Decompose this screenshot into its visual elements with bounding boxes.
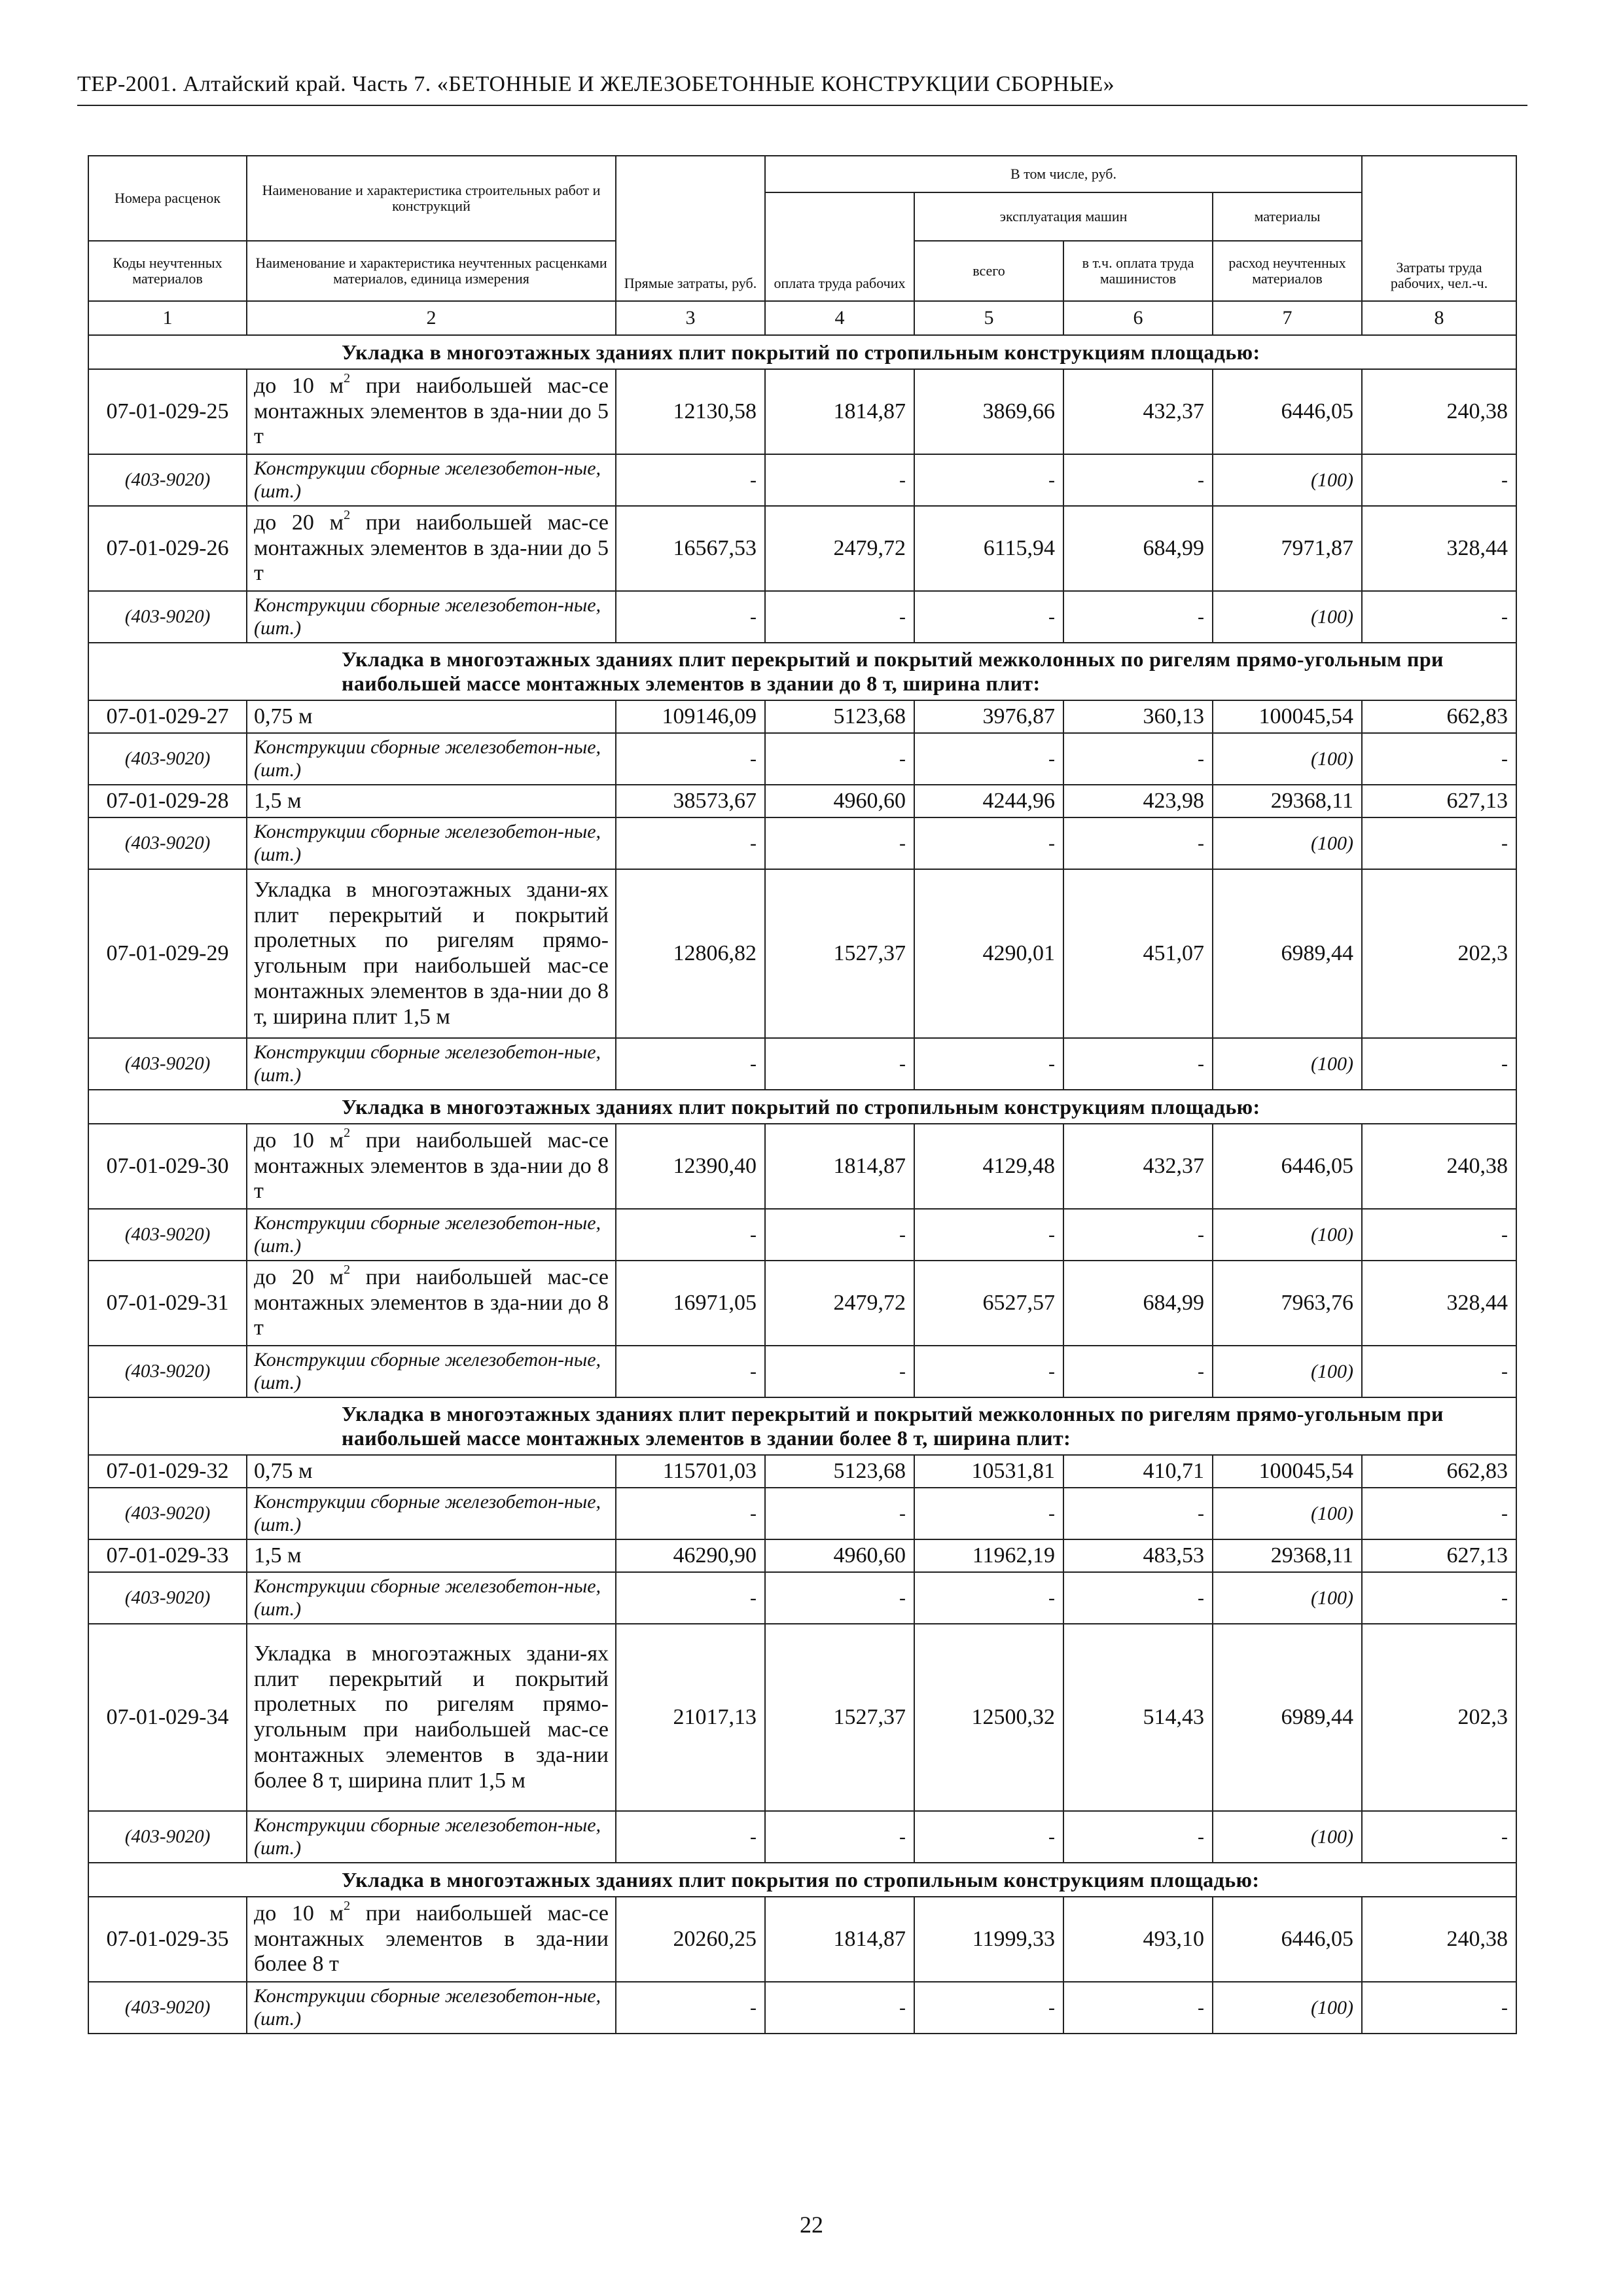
material-name: Конструкции сборные железобетон-ные, (шт.) <box>247 817 616 869</box>
empty-value-dash: - <box>1063 454 1213 506</box>
labor-wages-cell: 1527,37 <box>765 869 914 1038</box>
machines-total-cell: 4290,01 <box>914 869 1063 1038</box>
col-header-machines: эксплуатация машин <box>914 192 1213 241</box>
operators-wages-cell: 410,71 <box>1063 1455 1213 1488</box>
direct-costs-cell: 46290,90 <box>616 1539 765 1572</box>
empty-value-dash: - <box>1063 817 1213 869</box>
col-header-material-name: Наименование и характеристика неучтенных расценками материалов, единица измерения <box>247 241 616 301</box>
materials-cell: 29368,11 <box>1213 1539 1362 1572</box>
material-row <box>88 1572 1516 1624</box>
description-text: 0,75 м <box>254 704 313 728</box>
material-row <box>88 1982 1516 2034</box>
labor-wages-cell: 1814,87 <box>765 369 914 454</box>
rate-code: 07-01-029-35 <box>88 1897 247 1982</box>
table-row <box>88 1124 1516 1209</box>
labor-hours-cell: 328,44 <box>1362 506 1516 591</box>
material-name: Конструкции сборные железобетон-ные, (шт.) <box>247 1982 616 2034</box>
description-text: 1,5 м <box>254 1543 302 1568</box>
empty-value-dash: - <box>914 817 1063 869</box>
direct-costs-cell: 12130,58 <box>616 369 765 454</box>
labor-wages-cell: 2479,72 <box>765 1261 914 1346</box>
empty-value-dash: - <box>765 1572 914 1624</box>
labor-wages-cell: 4960,60 <box>765 1539 914 1572</box>
table-row <box>88 1624 1516 1811</box>
table-row <box>88 700 1516 733</box>
work-description <box>247 1261 616 1346</box>
machines-total-cell: 4244,96 <box>914 785 1063 817</box>
description-text: Укладка в многоэтажных здани-ях плит перекрытий и покрытий пролетных по ригелям прямо-угольным при наибольшей мас-се монтажных элементов в зда-нии до 8 т, ширина плит 1,5 м <box>254 877 609 1029</box>
table-row <box>88 785 1516 817</box>
rate-code: 07-01-029-33 <box>88 1539 247 1572</box>
operators-wages-cell: 493,10 <box>1063 1897 1213 1982</box>
page-header: ТЕР-2001. Алтайский край. Часть 7. «БЕТОННЫЕ И ЖЕЛЕЗОБЕТОННЫЕ КОНСТРУКЦИИ СБОРНЫЕ» <box>77 72 1115 96</box>
material-row <box>88 817 1516 869</box>
empty-value-dash: - <box>616 1038 765 1090</box>
table-row <box>88 369 1516 454</box>
empty-value-dash: - <box>1362 733 1516 785</box>
material-name: Конструкции сборные железобетон-ные, (шт.) <box>247 1038 616 1090</box>
empty-value-dash: - <box>914 1209 1063 1261</box>
material-code: (403-9020) <box>88 1982 247 2034</box>
materials-cell: 6446,05 <box>1213 369 1362 454</box>
direct-costs-cell: 12806,82 <box>616 869 765 1038</box>
col-number: 6 <box>1063 301 1213 335</box>
material-code: (403-9020) <box>88 817 247 869</box>
material-name: Конструкции сборные железобетон-ные, (шт.) <box>247 1488 616 1539</box>
material-row <box>88 1346 1516 1397</box>
work-description <box>247 506 616 591</box>
material-quantity: (100) <box>1213 817 1362 869</box>
rate-code: 07-01-029-29 <box>88 869 247 1038</box>
materials-cell: 6989,44 <box>1213 869 1362 1038</box>
col-header-material-consumption: расход неучтенных материалов <box>1213 241 1362 301</box>
rate-code: 07-01-029-34 <box>88 1624 247 1811</box>
work-description <box>247 369 616 454</box>
empty-value-dash: - <box>914 591 1063 643</box>
operators-wages-cell: 432,37 <box>1063 1124 1213 1209</box>
col-header-materials: материалы <box>1213 192 1362 241</box>
empty-value-dash: - <box>765 1038 914 1090</box>
description-text-rest: при наибольшей мас-се монтажных элементов в зда-нии более 8 т <box>254 1901 609 1977</box>
material-quantity: (100) <box>1213 1209 1362 1261</box>
col-header-labor-hours: Затраты труда рабочих, чел.-ч. <box>1362 156 1516 301</box>
empty-value-dash: - <box>914 1038 1063 1090</box>
labor-wages-cell: 2479,72 <box>765 506 914 591</box>
description-text: до 20 м <box>254 1265 344 1289</box>
labor-hours-cell: 662,83 <box>1362 1455 1516 1488</box>
machines-total-cell: 4129,48 <box>914 1124 1063 1209</box>
direct-costs-cell: 38573,67 <box>616 785 765 817</box>
materials-cell: 6989,44 <box>1213 1624 1362 1811</box>
operators-wages-cell: 483,53 <box>1063 1539 1213 1572</box>
description-text-rest: при наибольшей мас-се монтажных элементов в зда-нии до 5 т <box>254 510 609 586</box>
col-header-group: В том числе, руб. <box>765 156 1362 192</box>
header-rule <box>77 105 1527 106</box>
empty-value-dash: - <box>1063 1572 1213 1624</box>
labor-wages-cell: 1814,87 <box>765 1897 914 1982</box>
description-superscript: 2 <box>344 1125 351 1140</box>
rate-code: 07-01-029-27 <box>88 700 247 733</box>
description-superscript: 2 <box>344 507 351 522</box>
labor-hours-cell: 202,3 <box>1362 1624 1516 1811</box>
empty-value-dash: - <box>914 1572 1063 1624</box>
direct-costs-cell: 16567,53 <box>616 506 765 591</box>
labor-wages-cell: 5123,68 <box>765 1455 914 1488</box>
machines-total-cell: 12500,32 <box>914 1624 1063 1811</box>
col-header-direct-costs: Прямые затраты, руб. <box>616 156 765 301</box>
empty-value-dash: - <box>765 1346 914 1397</box>
work-description <box>247 1897 616 1982</box>
empty-value-dash: - <box>1362 1982 1516 2034</box>
material-code: (403-9020) <box>88 591 247 643</box>
empty-value-dash: - <box>914 733 1063 785</box>
table-row <box>88 1261 1516 1346</box>
labor-hours-cell: 328,44 <box>1362 1261 1516 1346</box>
col-number: 4 <box>765 301 914 335</box>
rates-table <box>88 155 1517 2034</box>
material-name: Конструкции сборные железобетон-ные, (шт.) <box>247 454 616 506</box>
material-name: Конструкции сборные железобетон-ные, (шт.) <box>247 1209 616 1261</box>
material-row <box>88 733 1516 785</box>
machines-total-cell: 11962,19 <box>914 1539 1063 1572</box>
material-quantity: (100) <box>1213 454 1362 506</box>
work-description <box>247 869 616 1038</box>
description-text: до 10 м <box>254 1128 344 1153</box>
work-description <box>247 1124 616 1209</box>
materials-cell: 7971,87 <box>1213 506 1362 591</box>
operators-wages-cell: 684,99 <box>1063 506 1213 591</box>
table-row <box>88 1897 1516 1982</box>
operators-wages-cell: 360,13 <box>1063 700 1213 733</box>
material-quantity: (100) <box>1213 1572 1362 1624</box>
empty-value-dash: - <box>616 1982 765 2034</box>
material-code: (403-9020) <box>88 1038 247 1090</box>
labor-wages-cell: 1527,37 <box>765 1624 914 1811</box>
labor-hours-cell: 662,83 <box>1362 700 1516 733</box>
empty-value-dash: - <box>616 454 765 506</box>
labor-hours-cell: 202,3 <box>1362 869 1516 1038</box>
empty-value-dash: - <box>1362 454 1516 506</box>
section-title: Укладка в многоэтажных зданиях плит перекрытий и покрытий межколонных по ригелям прямо-угольным при наибольшей массе монтажных элементов в здании до 8 т, ширина плит: <box>88 643 1516 700</box>
material-code: (403-9020) <box>88 1209 247 1261</box>
labor-hours-cell: 240,38 <box>1362 369 1516 454</box>
col-number: 3 <box>616 301 765 335</box>
work-description <box>247 1455 616 1488</box>
material-row <box>88 454 1516 506</box>
empty-value-dash: - <box>1063 1209 1213 1261</box>
materials-cell: 100045,54 <box>1213 700 1362 733</box>
materials-cell: 6446,05 <box>1213 1124 1362 1209</box>
empty-value-dash: - <box>616 1346 765 1397</box>
material-quantity: (100) <box>1213 1488 1362 1539</box>
empty-value-dash: - <box>616 817 765 869</box>
empty-value-dash: - <box>765 1209 914 1261</box>
col-header-work-name: Наименование и характеристика строительных работ и конструкций <box>247 156 616 241</box>
direct-costs-cell: 109146,09 <box>616 700 765 733</box>
description-text: до 20 м <box>254 510 344 535</box>
empty-value-dash: - <box>1362 1572 1516 1624</box>
empty-value-dash: - <box>914 1346 1063 1397</box>
rate-code: 07-01-029-31 <box>88 1261 247 1346</box>
empty-value-dash: - <box>1362 1488 1516 1539</box>
empty-value-dash: - <box>765 1982 914 2034</box>
labor-wages-cell: 4960,60 <box>765 785 914 817</box>
material-quantity: (100) <box>1213 1982 1362 2034</box>
material-row <box>88 1488 1516 1539</box>
table-row <box>88 869 1516 1038</box>
empty-value-dash: - <box>914 1982 1063 2034</box>
empty-value-dash: - <box>1063 1346 1213 1397</box>
material-quantity: (100) <box>1213 1038 1362 1090</box>
machines-total-cell: 6527,57 <box>914 1261 1063 1346</box>
material-quantity: (100) <box>1213 1346 1362 1397</box>
empty-value-dash: - <box>765 591 914 643</box>
machines-total-cell: 10531,81 <box>914 1455 1063 1488</box>
col-header-rate-numbers: Номера расценок <box>88 156 247 241</box>
empty-value-dash: - <box>1063 733 1213 785</box>
material-code: (403-9020) <box>88 1572 247 1624</box>
work-description <box>247 785 616 817</box>
description-text: 0,75 м <box>254 1458 313 1483</box>
col-header-operators-wages: в т.ч. оплата труда машинистов <box>1063 241 1213 301</box>
description-text: до 10 м <box>254 1901 344 1926</box>
empty-value-dash: - <box>765 817 914 869</box>
rate-code: 07-01-029-28 <box>88 785 247 817</box>
empty-value-dash: - <box>1063 1982 1213 2034</box>
materials-cell: 29368,11 <box>1213 785 1362 817</box>
direct-costs-cell: 115701,03 <box>616 1455 765 1488</box>
empty-value-dash: - <box>1362 591 1516 643</box>
empty-value-dash: - <box>765 1488 914 1539</box>
description-text-rest: при наибольшей мас-се монтажных элементов в зда-нии до 8 т <box>254 1128 609 1204</box>
labor-wages-cell: 1814,87 <box>765 1124 914 1209</box>
material-code: (403-9020) <box>88 454 247 506</box>
materials-cell: 7963,76 <box>1213 1261 1362 1346</box>
materials-cell: 100045,54 <box>1213 1455 1362 1488</box>
empty-value-dash: - <box>1063 591 1213 643</box>
material-code: (403-9020) <box>88 733 247 785</box>
rate-code: 07-01-029-32 <box>88 1455 247 1488</box>
table-row <box>88 1539 1516 1572</box>
empty-value-dash: - <box>1362 817 1516 869</box>
material-quantity: (100) <box>1213 1811 1362 1863</box>
empty-value-dash: - <box>1063 1488 1213 1539</box>
description-superscript: 2 <box>344 1262 351 1277</box>
page-number: 22 <box>800 2212 823 2238</box>
material-row <box>88 1811 1516 1863</box>
col-number: 7 <box>1213 301 1362 335</box>
material-row <box>88 591 1516 643</box>
material-code: (403-9020) <box>88 1488 247 1539</box>
empty-value-dash: - <box>616 1209 765 1261</box>
col-number: 8 <box>1362 301 1516 335</box>
operators-wages-cell: 684,99 <box>1063 1261 1213 1346</box>
empty-value-dash: - <box>765 1811 914 1863</box>
material-row <box>88 1038 1516 1090</box>
empty-value-dash: - <box>914 1488 1063 1539</box>
description-text: 1,5 м <box>254 788 302 813</box>
labor-hours-cell: 240,38 <box>1362 1897 1516 1982</box>
description-text: до 10 м <box>254 373 344 398</box>
operators-wages-cell: 514,43 <box>1063 1624 1213 1811</box>
col-header-material-codes: Коды неучтенных материалов <box>88 241 247 301</box>
direct-costs-cell: 20260,25 <box>616 1897 765 1982</box>
table-row <box>88 506 1516 591</box>
direct-costs-cell: 16971,05 <box>616 1261 765 1346</box>
material-name: Конструкции сборные железобетон-ные, (шт.) <box>247 1572 616 1624</box>
operators-wages-cell: 432,37 <box>1063 369 1213 454</box>
operators-wages-cell: 451,07 <box>1063 869 1213 1038</box>
material-name: Конструкции сборные железобетон-ные, (шт.) <box>247 1811 616 1863</box>
material-name: Конструкции сборные железобетон-ные, (шт.) <box>247 733 616 785</box>
col-header-labor-wages: оплата труда рабочих <box>765 192 914 301</box>
empty-value-dash: - <box>914 454 1063 506</box>
empty-value-dash: - <box>616 1488 765 1539</box>
material-row <box>88 1209 1516 1261</box>
machines-total-cell: 11999,33 <box>914 1897 1063 1982</box>
material-quantity: (100) <box>1213 733 1362 785</box>
empty-value-dash: - <box>616 591 765 643</box>
empty-value-dash: - <box>765 454 914 506</box>
labor-hours-cell: 627,13 <box>1362 785 1516 817</box>
material-quantity: (100) <box>1213 591 1362 643</box>
empty-value-dash: - <box>1362 1811 1516 1863</box>
table-row <box>88 1455 1516 1488</box>
empty-value-dash: - <box>616 733 765 785</box>
col-number: 5 <box>914 301 1063 335</box>
empty-value-dash: - <box>765 733 914 785</box>
empty-value-dash: - <box>616 1811 765 1863</box>
section-title: Укладка в многоэтажных зданиях плит перекрытий и покрытий межколонных по ригелям прямо-угольным при наибольшей массе монтажных элементов в здании более 8 т, ширина плит: <box>88 1397 1516 1455</box>
col-number: 1 <box>88 301 247 335</box>
rate-code: 07-01-029-26 <box>88 506 247 591</box>
material-code: (403-9020) <box>88 1346 247 1397</box>
material-code: (403-9020) <box>88 1811 247 1863</box>
empty-value-dash: - <box>616 1572 765 1624</box>
col-number: 2 <box>247 301 616 335</box>
description-text: Укладка в многоэтажных здани-ях плит перекрытий и покрытий пролетных по ригелям прямо-угольным при наибольшей мас-се монтажных элементов в зда-нии более 8 т, ширина плит 1,5 м <box>254 1641 609 1793</box>
empty-value-dash: - <box>1063 1038 1213 1090</box>
description-superscript: 2 <box>344 1898 351 1913</box>
col-header-machines-total: всего <box>914 241 1063 301</box>
section-title: Укладка в многоэтажных зданиях плит покрытий по стропильным конструкциям площадью: <box>88 1090 1516 1124</box>
machines-total-cell: 6115,94 <box>914 506 1063 591</box>
labor-wages-cell: 5123,68 <box>765 700 914 733</box>
empty-value-dash: - <box>1362 1038 1516 1090</box>
material-name: Конструкции сборные железобетон-ные, (шт.) <box>247 591 616 643</box>
direct-costs-cell: 21017,13 <box>616 1624 765 1811</box>
description-text-rest: при наибольшей мас-се монтажных элементов в зда-нии до 8 т <box>254 1265 609 1340</box>
work-description <box>247 1539 616 1572</box>
materials-cell: 6446,05 <box>1213 1897 1362 1982</box>
work-description <box>247 1624 616 1811</box>
rate-code: 07-01-029-30 <box>88 1124 247 1209</box>
empty-value-dash: - <box>1362 1346 1516 1397</box>
description-text-rest: при наибольшей мас-се монтажных элементов в зда-нии до 5 т <box>254 373 609 449</box>
section-title: Укладка в многоэтажных зданиях плит покрытия по стропильным конструкциям площадью: <box>88 1863 1516 1897</box>
rate-code: 07-01-029-25 <box>88 369 247 454</box>
empty-value-dash: - <box>1063 1811 1213 1863</box>
empty-value-dash: - <box>1362 1209 1516 1261</box>
labor-hours-cell: 627,13 <box>1362 1539 1516 1572</box>
machines-total-cell: 3869,66 <box>914 369 1063 454</box>
work-description <box>247 700 616 733</box>
material-name: Конструкции сборные железобетон-ные, (шт.) <box>247 1346 616 1397</box>
empty-value-dash: - <box>914 1811 1063 1863</box>
description-superscript: 2 <box>344 370 351 386</box>
labor-hours-cell: 240,38 <box>1362 1124 1516 1209</box>
section-title: Укладка в многоэтажных зданиях плит покрытий по стропильным конструкциям площадью: <box>88 335 1516 369</box>
direct-costs-cell: 12390,40 <box>616 1124 765 1209</box>
operators-wages-cell: 423,98 <box>1063 785 1213 817</box>
machines-total-cell: 3976,87 <box>914 700 1063 733</box>
